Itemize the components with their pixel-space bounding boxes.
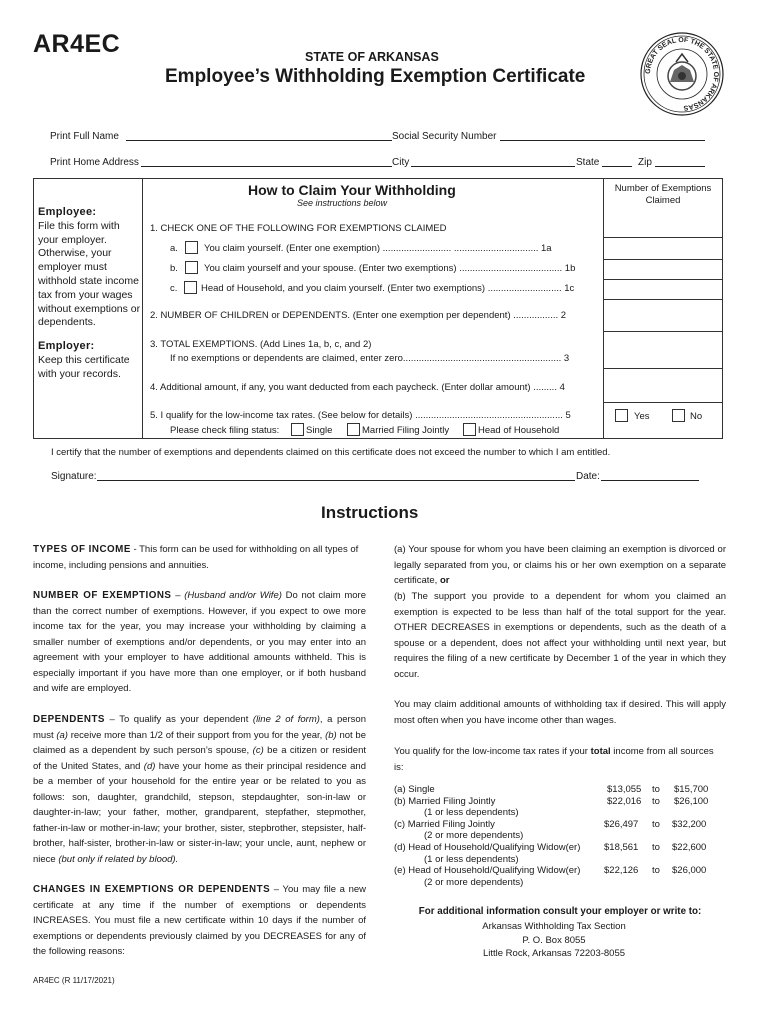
dep-text-1: – To qualify as your dependent xyxy=(104,714,253,725)
line-1a: You claim yourself. (Enter one exemption) .......................... ................................ 1a xyxy=(204,243,552,254)
line-4-entry[interactable] xyxy=(603,368,723,402)
bracket-to: to xyxy=(652,818,660,830)
line-1: 1. CHECK ONE OF THE FOLLOWING FOR EXEMPTIONS CLAIMED xyxy=(150,223,447,234)
num-text: Do not claim more than the correct number of exemptions. However, if you expect to owe more income tax for the year, you may increase your withholding by claiming a smaller number of exemptions and/or dependents, or you may enter into an agreement with your employer to have additional amounts withheld. This is especially important if you have more than one employer, or if both husband and wife are employed. xyxy=(33,590,366,694)
contact-line-1: Arkansas Withholding Tax Section xyxy=(482,921,626,932)
bracket-low: $22,126 xyxy=(604,865,639,877)
hoh-checkbox[interactable] xyxy=(463,423,476,436)
additional-withholding: You may claim additional amounts of withholding tax if desired. This will apply most often when you have income other than wages. xyxy=(394,699,726,726)
bracket-to: to xyxy=(652,784,660,795)
line-1b-entry[interactable] xyxy=(603,259,723,279)
qualify-bold: total xyxy=(590,746,611,757)
line-3: 3. TOTAL EXEMPTIONS. (Add Lines 1a, b, c, and 2) xyxy=(150,339,372,350)
line-2-entry[interactable] xyxy=(603,299,723,331)
employee-text: File this form with your employer. Otherwise, your employer must withhold state income tax from your wages without exemptions or dependents. xyxy=(38,219,141,329)
bracket-high: $15,700 xyxy=(674,784,709,795)
dep-text-7: not be claimed as a dependent by such person’s spouse, xyxy=(33,729,366,756)
state-seal-icon xyxy=(640,32,724,116)
line-1b-checkbox[interactable] xyxy=(185,261,198,274)
state-heading: STATE OF ARKANSAS xyxy=(305,50,439,64)
dependents xyxy=(33,712,366,867)
revision-date: AR4EC (R 11/17/2021) xyxy=(33,976,115,985)
bracket-to: to xyxy=(652,795,660,807)
changes-in-exemptions xyxy=(33,882,366,960)
ssn-field[interactable] xyxy=(500,131,705,141)
bracket-label: (c) Married Filing Jointly xyxy=(394,818,495,830)
state-label: State xyxy=(576,157,600,168)
right-reason-b: (b) The support you provide to a dependent for whom you claimed an exemption is expected to be less than half of the total support for the year. OTHER DECREASES in exemptions or dependents, such as the death of a spouse or a dependent, does not affect your withholding until next year, but requires the filing of a new certificate by December 1 of the year in which they occur. xyxy=(394,591,726,680)
state-field[interactable] xyxy=(602,157,632,167)
number-of-exemptions xyxy=(33,588,366,697)
line-1a-checkbox[interactable] xyxy=(185,241,198,254)
types-heading: TYPES OF INCOME xyxy=(33,544,131,555)
bracket-row xyxy=(394,819,724,831)
bracket-high: $32,200 xyxy=(672,818,707,830)
dep-text-6: (b) xyxy=(325,729,337,741)
bracket-label: (e) Head of Household/Qualifying Widow(er) xyxy=(394,865,581,877)
types-of-income xyxy=(33,542,366,573)
line-1b-letter: b. xyxy=(170,263,178,274)
dep-text-9: be a citizen or resident of the United States, and xyxy=(33,745,366,772)
dep-text-10: (d) xyxy=(143,760,156,772)
bracket-low: $18,561 xyxy=(604,841,639,853)
instructions-title: Instructions xyxy=(321,503,419,522)
line-1c-entry[interactable] xyxy=(603,279,723,299)
home-address-label: Print Home Address xyxy=(50,157,139,168)
filing-status-label: Please check filing status: xyxy=(170,425,280,436)
hoh-label: Head of Household xyxy=(478,425,560,436)
reason-or: or xyxy=(439,575,450,586)
bracket-row xyxy=(394,796,724,808)
line-3-entry[interactable] xyxy=(603,331,723,368)
employer-text: Keep this certificate with your records. xyxy=(38,353,130,380)
signature-field[interactable] xyxy=(97,471,575,481)
line-1c-letter: c. xyxy=(170,283,178,294)
income-brackets xyxy=(394,784,724,888)
howto-title: How to Claim Your Withholding xyxy=(248,182,456,198)
contact-line-2: P. O. Box 8055 xyxy=(522,934,586,946)
bracket-sub: (2 or more dependents) xyxy=(424,876,524,888)
full-name-field[interactable] xyxy=(126,131,392,141)
dep-text-3: , a person must xyxy=(33,714,366,741)
contact-heading: For additional information consult your employer or write to: xyxy=(418,906,702,917)
types-text: - This form can be used for withholding on all types of income, including pensions and annuities. xyxy=(33,544,359,571)
bracket-low: $13,055 xyxy=(607,784,642,795)
bracket-label: (b) Married Filing Jointly xyxy=(394,795,496,807)
bracket-row xyxy=(394,842,724,854)
bracket-low: $22,016 xyxy=(607,795,642,807)
num-heading: NUMBER OF EXEMPTIONS xyxy=(33,590,172,601)
bracket-to: to xyxy=(652,865,660,877)
line-1b: You claim yourself and your spouse. (Enter two exemptions) ....................................... 1b xyxy=(204,263,576,274)
contact-address xyxy=(394,920,714,961)
dep-text-2: (line 2 of form) xyxy=(252,714,320,725)
qualify-text-1: You qualify for the low-income tax rates if your xyxy=(394,746,591,757)
no-checkbox[interactable] xyxy=(672,409,685,422)
chg-heading: CHANGES IN EXEMPTIONS OR DEPENDENTS xyxy=(33,884,271,895)
exemptions-header: Number of Exemptions Claimed xyxy=(614,183,712,206)
single-label: Single xyxy=(306,425,333,436)
howto-subtitle: See instructions below xyxy=(297,198,388,208)
contact-line-3: Little Rock, Arkansas 72203-8055 xyxy=(482,948,626,959)
city-field[interactable] xyxy=(411,157,575,167)
line-1a-letter: a. xyxy=(170,243,178,254)
mfj-checkbox[interactable] xyxy=(347,423,360,436)
right-reason-a xyxy=(394,542,726,589)
line-1c: Head of Household, and you claim yourself. (Enter two exemptions) ............................ 1c xyxy=(201,283,575,294)
line-5: 5. I qualify for the low-income tax rates. (See below for details) ........................................................ 5 xyxy=(150,410,571,421)
dep-heading: DEPENDENTS xyxy=(33,714,105,725)
page-title: Employee’s Withholding Exemption Certificate xyxy=(165,66,586,87)
bracket-sub: (2 or more dependents) xyxy=(424,830,524,842)
zip-field[interactable] xyxy=(655,157,705,167)
employee-heading: Employee: xyxy=(38,206,97,218)
signature-label: Signature: xyxy=(51,471,97,482)
home-address-field[interactable] xyxy=(141,157,392,167)
bracket-low: $26,497 xyxy=(604,818,639,830)
dep-text-8: (c) xyxy=(252,745,264,756)
line-1c-checkbox[interactable] xyxy=(184,281,197,294)
line-2: 2. NUMBER OF CHILDREN or DEPENDENTS. (Enter one exemption per dependent) ................. 2 xyxy=(150,310,567,321)
line-4: 4. Additional amount, if any, you want deducted from each paycheck. (Enter dollar amount) ......... 4 xyxy=(150,382,565,393)
bracket-label: (a) Single xyxy=(394,784,435,795)
reason-a-text: (a) Your spouse for whom you have been claiming an exemption is divorced or legally separated from you, or claims his or her own exemption on a separate certificate, xyxy=(394,544,726,586)
ssn-label: Social Security Number xyxy=(392,131,497,142)
yes-label: Yes xyxy=(634,411,650,422)
qualify-text-2: income from all sources is: xyxy=(394,746,714,773)
no-label: No xyxy=(690,411,703,422)
bracket-row xyxy=(394,784,724,796)
date-label: Date: xyxy=(576,471,600,482)
bracket-high: $26,100 xyxy=(674,795,709,807)
date-field[interactable] xyxy=(601,471,699,481)
low-income-qualify xyxy=(394,744,714,775)
bracket-to: to xyxy=(652,841,660,853)
bracket-row xyxy=(394,865,724,877)
single-checkbox[interactable] xyxy=(291,423,304,436)
form-id: AR4EC xyxy=(33,30,121,58)
bracket-high: $26,000 xyxy=(672,865,707,877)
bracket-high: $22,600 xyxy=(672,841,707,853)
num-sub: – (Husband and/or Wife) xyxy=(171,590,282,601)
mfj-label: Married Filing Jointly xyxy=(362,425,450,436)
bracket-sub: (1 or less dependents) xyxy=(424,807,519,819)
employer-heading: Employer: xyxy=(38,340,95,353)
city-label: City xyxy=(392,157,410,168)
sidebar xyxy=(33,178,143,439)
zip-label: Zip xyxy=(638,157,652,168)
chg-text: – You may file a new certificate at any time if the number of exemptions or dependents INCREASES. You must file a new certificate within 10 days if the number of exemptions or dependents previously claimed by you DECREASES for any of the following reasons: xyxy=(33,884,366,957)
line-3-note: If no exemptions or dependents are claimed, enter zero............................................................ 3 xyxy=(170,353,570,364)
dep-text-4: (a) xyxy=(56,729,68,741)
line-1a-entry[interactable] xyxy=(603,237,723,259)
seal-text: GREAT SEAL OF THE STATE OF ARKANSAS xyxy=(644,36,720,112)
dep-text-11: have your home as their principal residence and be a member of your household for the entire year or be related to you as follows: son, daughter, grandchild, stepson, stepdaughter, son-in-law or daughter-in-law; your father, mother, grandparent, stepfather, stepmother, father-in-law or mother-in-law; your brother, sister, stepbrother, stepsister, half-brother, half-sister, brother-in-law or sister-in-law; your uncle, aunt, nephew or niece xyxy=(33,760,366,865)
bracket-sub: (1 or less dependents) xyxy=(424,853,519,865)
dep-text-5: receive more than 1/2 of their support from you for the year, xyxy=(67,729,326,741)
bracket-label: (d) Head of Household/Qualifying Widow(er) xyxy=(394,841,581,853)
certification-text: I certify that the number of exemptions and dependents claimed on this certificate does not exceed the number to which I am entitled. xyxy=(51,447,611,458)
dep-text-12: (but only if related by blood). xyxy=(58,853,179,865)
full-name-label: Print Full Name xyxy=(50,131,119,142)
yes-checkbox[interactable] xyxy=(615,409,628,422)
